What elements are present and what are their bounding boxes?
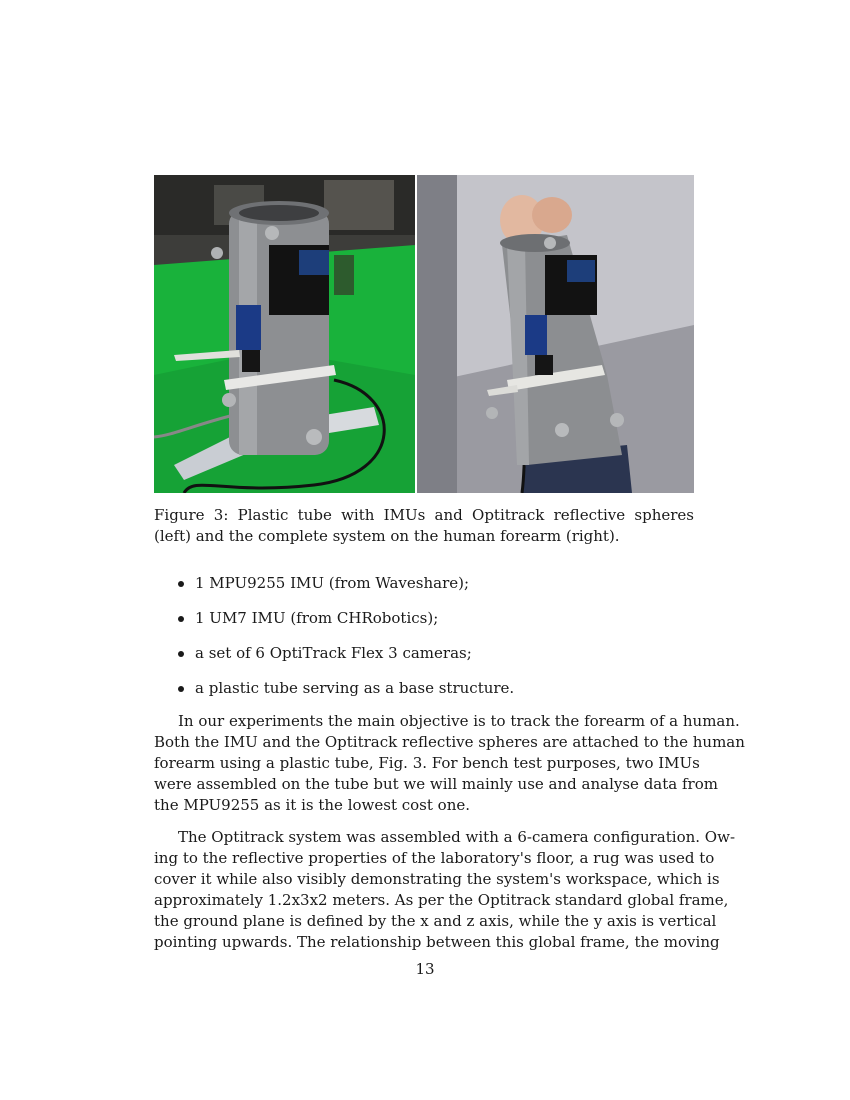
list-item: 1 MPU9255 IMU (from Waveshare); — [178, 573, 514, 608]
paragraph-line: were assembled on the tube but we will mainly use and analyse data from — [154, 775, 718, 793]
bullet-icon — [178, 686, 184, 692]
paragraph-line: pointing upwards. The relationship between this global frame, the moving — [154, 933, 720, 951]
paragraph-line: the MPU9255 as it is the lowest cost one. — [154, 796, 471, 814]
paragraph-line: ing to the reflective properties of the laboratory's floor, a rug was used to — [154, 849, 715, 867]
bullet-icon — [178, 651, 184, 657]
page-number: 13 — [415, 960, 435, 978]
paragraph-line: cover it while also visibly demonstrating the system's workspace, which is — [154, 870, 720, 888]
figure-caption: Figure 3: Plastic tube with IMUs and Optitrack reflective spheres (left) and the complete system on the human forearm (right). — [154, 506, 694, 545]
paragraph-line: approximately 1.2x3x2 meters. As per the Optitrack standard global frame, — [154, 891, 729, 909]
bullet-icon — [178, 581, 184, 587]
list-item: 1 UM7 IMU (from CHRobotics); — [178, 608, 514, 643]
paragraph-line: In our experiments the main objective is to track the forearm of a human. — [178, 712, 740, 730]
paragraph-objective — [154, 711, 745, 816]
paragraph-line: forearm using a plastic tube, Fig. 3. For bench test purposes, two IMUs — [154, 754, 700, 772]
figure-3 — [154, 175, 694, 493]
list-item: a plastic tube serving as a base structure. — [178, 678, 514, 713]
paragraph-line: The Optitrack system was assembled with a 6-camera configuration. Ow- — [178, 828, 736, 846]
paragraph-line: the ground plane is defined by the x and z axis, while the y axis is vertical — [154, 912, 717, 930]
photo-plastic-tube — [154, 175, 415, 493]
paragraph-optitrack — [154, 827, 736, 953]
bullet-icon — [178, 616, 184, 622]
list-item: a set of 6 OptiTrack Flex 3 cameras; — [178, 643, 514, 678]
paragraph-line: Both the IMU and the Optitrack reflective spheres are attached to the human — [154, 733, 745, 751]
component-list — [178, 573, 514, 713]
photo-forearm-system — [417, 175, 694, 493]
